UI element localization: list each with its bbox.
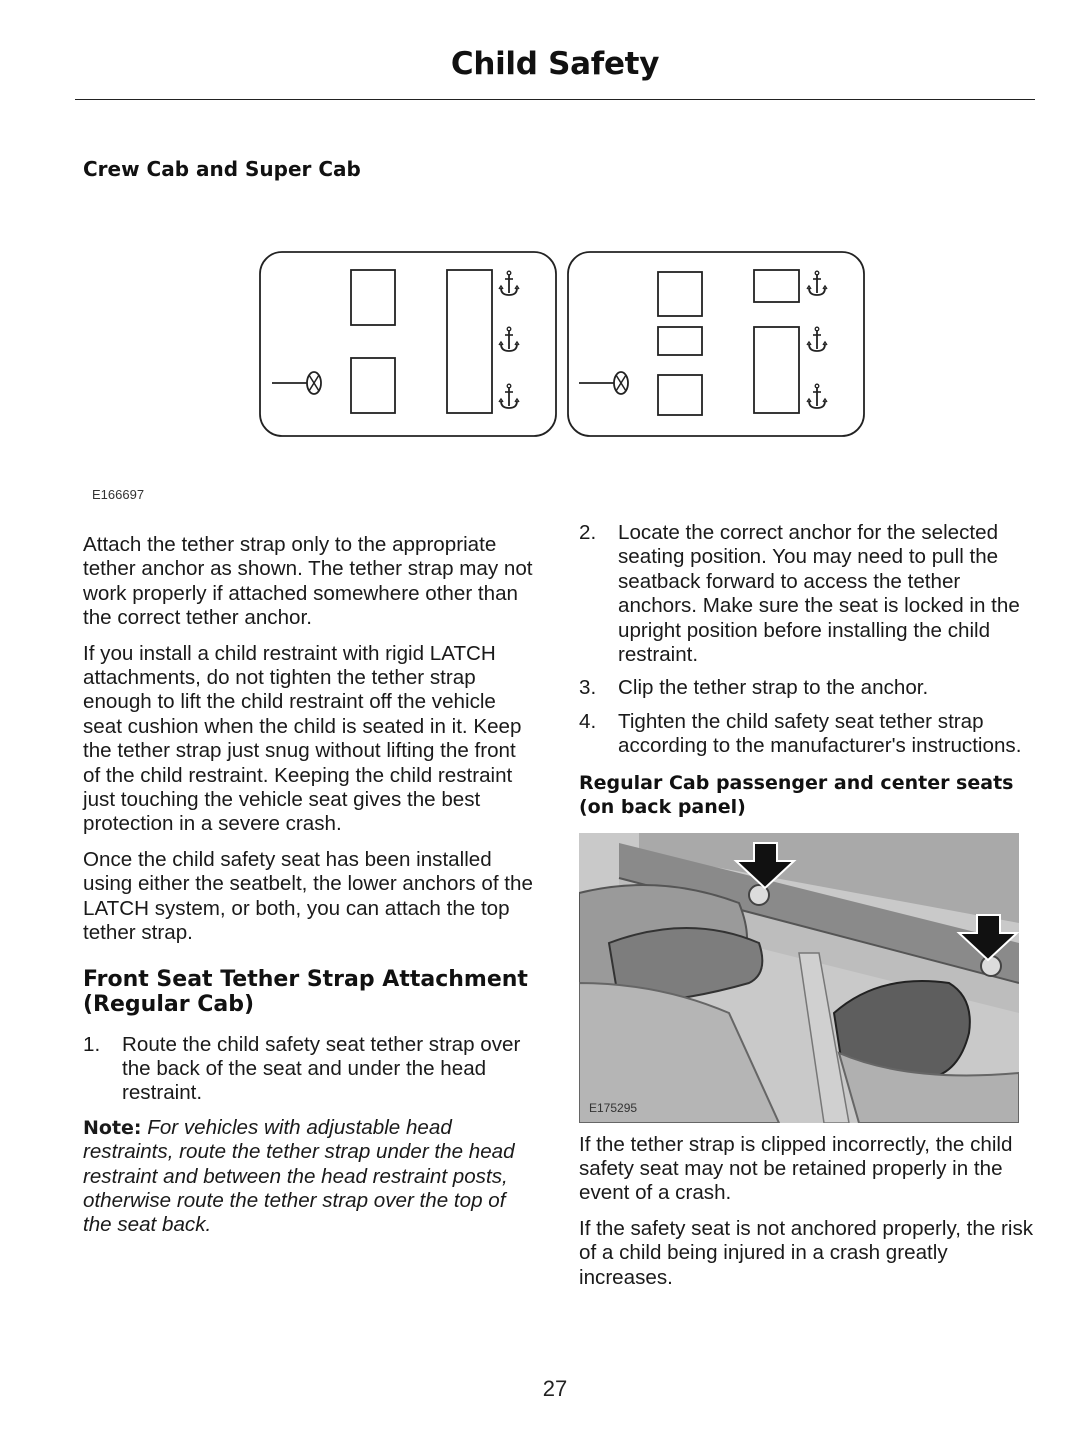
note-label: Note:	[83, 1116, 142, 1139]
paragraph: If you install a child restraint with rigid LATCH attachments, do not tighten the tether strap enough to lift the child restraint off the vehicle seat cushion when the child is seated in it. Keep the tether strap just snug without lifting the front of the child restraint. Keeping the child restraint just touching the vehicle seat gives the best protection in a severe crash.	[83, 641, 522, 836]
crew-cab-panel	[260, 252, 556, 436]
step-item	[579, 676, 1034, 700]
paragraph: Once the child safety seat has been installed using either the seatbelt, the lower anchors of the LATCH system, or both, you can attach the top tether strap.	[83, 847, 533, 945]
right-column	[579, 521, 1034, 1301]
steps-list	[83, 1033, 538, 1106]
page-title: Child Safety	[450, 46, 660, 82]
left-column	[83, 533, 538, 1238]
step-item	[579, 710, 1034, 759]
paragraph: If the tether strap is clipped incorrectly, the child safety seat may not be retained properly in the event of a crash.	[579, 1132, 1013, 1205]
step-number: 4.	[579, 709, 597, 733]
step-item	[579, 521, 1034, 667]
photo-image-id: E175295	[589, 1100, 638, 1115]
step-text: Locate the correct anchor for the selected seating position. You may need to pull the seatback forward to access the tether anchors. Make sure the seat is locked in the upright position before installing the child restraint.	[618, 521, 1020, 667]
tether-anchor-diagram	[258, 250, 866, 440]
subheading-front-seat-tether: Front Seat Tether Strap Attachment (Regular Cab)	[83, 966, 528, 1017]
section-heading: Crew Cab and Super Cab	[83, 157, 361, 181]
step-text: Tighten the child safety seat tether strap according to the manufacturer's instructions.	[618, 709, 1022, 758]
step-number: 2.	[579, 521, 597, 544]
note	[83, 1116, 538, 1238]
back-panel-anchor-photo	[579, 833, 1019, 1123]
note-text: For vehicles with adjustable head restraints, route the tether strap under the head restraint and between the head restraint posts, otherwise route the tether strap over the top of the seat back.	[83, 1115, 515, 1237]
diagram-image-id: E166697	[92, 487, 145, 502]
step-item	[83, 1033, 538, 1106]
super-cab-panel	[568, 252, 864, 436]
paragraph: Attach the tether strap only to the appropriate tether anchor as shown. The tether strap may not work properly if attached somewhere other than the correct tether anchor.	[83, 533, 533, 630]
paragraph: If the safety seat is not anchored properly, the risk of a child being injured in a crash greatly increases.	[579, 1216, 1034, 1289]
steps-list	[579, 521, 1034, 759]
step-text: Route the child safety seat tether strap over the back of the seat and under the head restraint.	[122, 1032, 521, 1105]
page-number: 27	[542, 1376, 568, 1401]
subheading-regular-cab: Regular Cab passenger and center seats (on back panel)	[579, 771, 1014, 818]
title-divider	[75, 99, 1035, 100]
step-number: 3.	[579, 676, 597, 700]
step-text: Clip the tether strap to the anchor.	[618, 676, 929, 700]
step-number: 1.	[83, 1032, 101, 1056]
